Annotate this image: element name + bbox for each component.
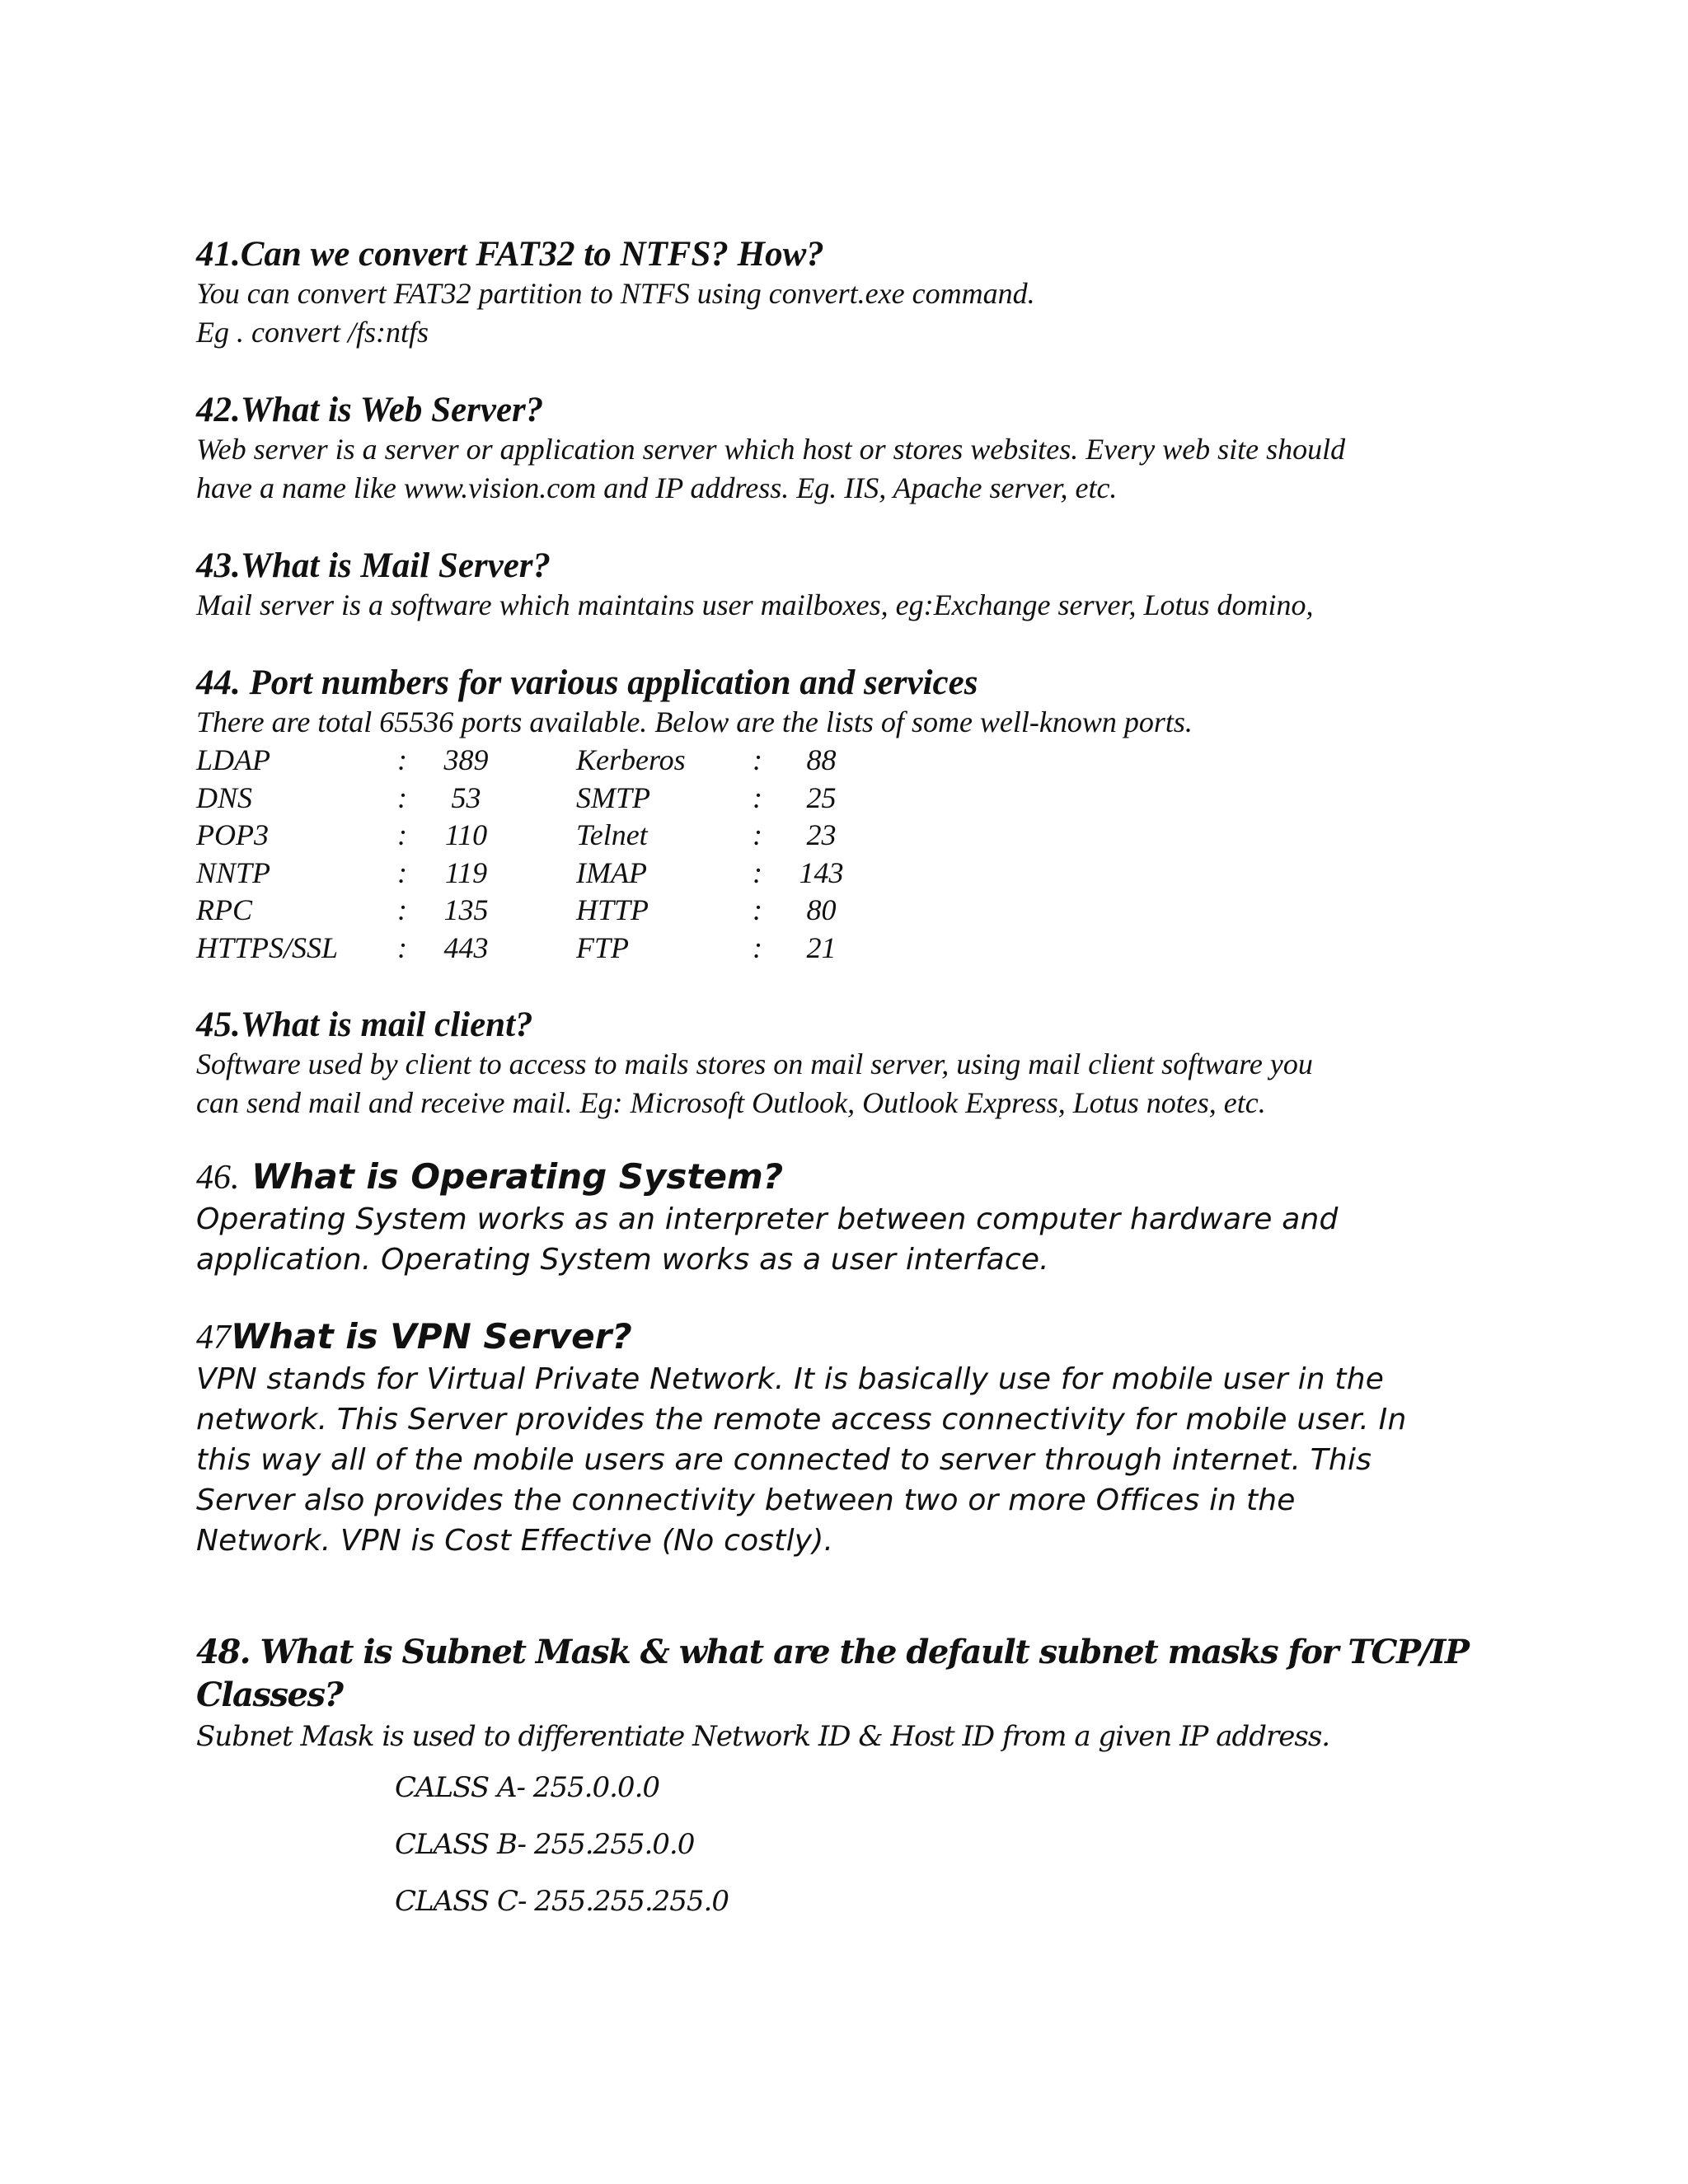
port-separator: :: [397, 780, 407, 814]
question-48-title: 48. What is Subnet Mask & what are the default subnet masks for TCP/IP Classes?: [196, 1633, 1469, 1714]
question-45-line: can send mail and receive mail. Eg: Microsoft Outlook, Outlook Express, Lotus notes, etc.: [196, 1086, 1266, 1119]
port-number: 88: [806, 743, 837, 776]
port-name: IMAP: [576, 855, 647, 889]
question-48-intro: Subnet Mask is used to differentiate Network ID & Host ID from a given IP address.: [196, 1720, 1330, 1753]
port-separator: :: [397, 855, 407, 889]
port-number: 21: [806, 930, 837, 964]
question-41-line: Eg . convert /fs:ntfs: [196, 316, 429, 349]
question-41-title: 41.Can we convert FAT32 to NTFS? How?: [196, 235, 824, 274]
port-name: NNTP: [196, 855, 271, 889]
port-number: 80: [806, 893, 837, 926]
port-separator: :: [397, 818, 407, 851]
question-46-line: Operating System works as an interpreter between computer hardware and: [196, 1202, 1339, 1236]
question-43: [196, 546, 1515, 625]
question-44: [196, 663, 1515, 967]
question-42-title: 42.What is Web Server?: [196, 391, 544, 429]
subnet-mask-list: [395, 1768, 1515, 1921]
port-separator: :: [753, 743, 762, 776]
port-gap: [513, 855, 571, 893]
port-number: 53: [451, 780, 481, 814]
question-41: [196, 235, 1515, 352]
question-43-line: Mail server is a software which maintains user mailboxes, eg:Exchange server, Lotus domino,: [196, 588, 1314, 621]
subnet-mask-class-c: CLASS C- 255.255.255.0: [395, 1885, 729, 1918]
question-47-line: Network. VPN is Cost Effective (No costly).: [196, 1524, 834, 1558]
question-47-title-text: What is VPN Server?: [231, 1316, 632, 1357]
port-number: 110: [444, 818, 488, 851]
question-47-number: 47: [196, 1319, 231, 1357]
port-number: 25: [806, 780, 837, 814]
port-number: 389: [443, 743, 489, 776]
port-number: 143: [799, 855, 844, 889]
question-46-line: application. Operating System works as a user interface.: [196, 1243, 1049, 1277]
port-number: 135: [443, 893, 489, 926]
port-name: Kerberos: [576, 743, 686, 776]
port-gap: [513, 742, 571, 780]
port-number: 443: [443, 930, 489, 964]
question-46-title: [196, 1155, 1515, 1199]
port-row: [196, 855, 869, 893]
port-name: POP3: [196, 818, 269, 851]
question-45: [196, 1005, 1515, 1122]
question-45-line: Software used by client to access to mails stores on mail server, using mail client software you: [196, 1047, 1313, 1080]
question-47-title: [196, 1315, 1515, 1359]
port-name: HTTP: [576, 893, 649, 926]
question-45-title: 45.What is mail client?: [196, 1005, 533, 1044]
question-43-title: 43.What is Mail Server?: [196, 546, 551, 585]
port-separator: :: [397, 893, 407, 926]
port-separator: :: [753, 855, 762, 889]
port-name: HTTPS/SSL: [196, 930, 339, 964]
document-page: [196, 235, 1515, 1938]
port-name: RPC: [196, 893, 252, 926]
port-name: SMTP: [576, 780, 650, 814]
question-41-line: You can convert FAT32 partition to NTFS using convert.exe command.: [196, 277, 1035, 310]
port-name: Telnet: [576, 818, 648, 851]
port-gap: [513, 892, 571, 930]
port-name: FTP: [576, 930, 630, 964]
question-48: [196, 1631, 1515, 1921]
subnet-mask-class-a: CALSS A- 255.0.0.0: [395, 1771, 660, 1804]
question-47-line: network. This Server provides the remote access connectivity for mobile user. In: [196, 1403, 1407, 1436]
question-42-line: Web server is a server or application server which host or stores websites. Every web site should: [196, 433, 1346, 466]
question-47-line: this way all of the mobile users are connected to server through internet. This: [196, 1443, 1372, 1477]
question-46-number: 46.: [196, 1159, 240, 1197]
question-44-title: 44. Port numbers for various application and services: [196, 663, 978, 702]
question-44-intro: There are total 65536 ports available. Below are the lists of some well-known ports.: [196, 705, 1193, 738]
port-name: LDAP: [196, 743, 270, 776]
port-name: DNS: [196, 780, 253, 814]
question-47: [196, 1315, 1515, 1561]
port-number: 23: [806, 818, 837, 851]
question-46-title-text: What is Operating System?: [239, 1156, 784, 1197]
port-separator: :: [753, 893, 762, 926]
port-row: [196, 742, 869, 780]
port-row: [196, 817, 869, 855]
port-row: [196, 930, 869, 968]
question-42: [196, 391, 1515, 508]
question-46: [196, 1155, 1515, 1280]
port-row: [196, 780, 869, 818]
question-47-line: VPN stands for Virtual Private Network. It is basically use for mobile user in the: [196, 1362, 1385, 1396]
port-gap: [513, 930, 571, 968]
port-number: 119: [444, 855, 488, 889]
port-separator: :: [753, 780, 762, 814]
port-separator: :: [397, 930, 407, 964]
port-separator: :: [753, 818, 762, 851]
subnet-mask-class-b: CLASS B- 255.255.0.0: [395, 1828, 695, 1861]
port-separator: :: [753, 930, 762, 964]
question-47-line: Server also provides the connectivity between two or more Offices in the: [196, 1483, 1296, 1517]
port-row: [196, 892, 869, 930]
port-table: [196, 742, 869, 967]
port-gap: [513, 817, 571, 855]
port-gap: [513, 780, 571, 818]
question-42-line: have a name like www.vision.com and IP address. Eg. IIS, Apache server, etc.: [196, 471, 1118, 504]
port-separator: :: [397, 743, 407, 776]
